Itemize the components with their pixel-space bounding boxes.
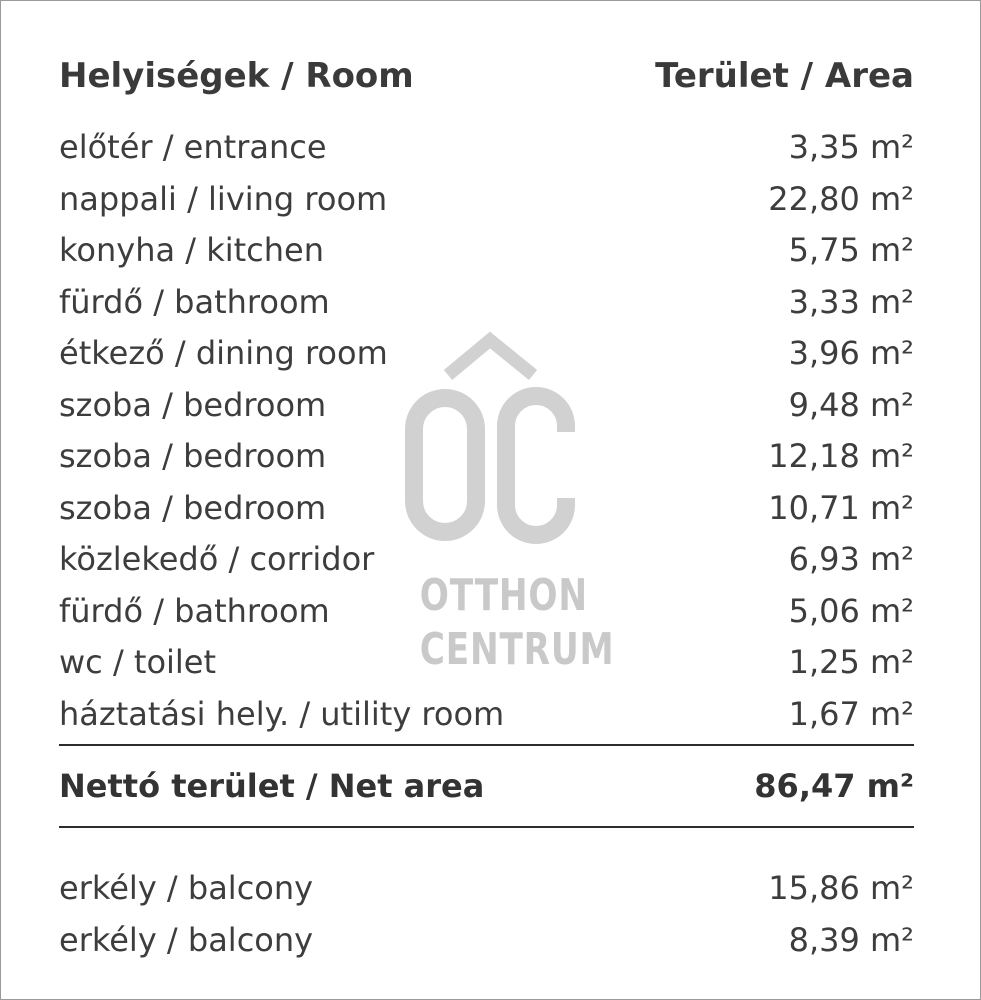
room-area: 1,67 m² [788, 694, 914, 733]
table-row [59, 122, 914, 174]
room-name: fürdő / bathroom [59, 282, 330, 321]
room-name: közlekedő / corridor [59, 540, 375, 578]
net-area-value: 86,47 m² [754, 767, 914, 805]
table-row [59, 863, 914, 915]
watermark-otthon: OTTHON [419, 570, 588, 621]
watermark-centrum: CENTRUM [419, 624, 615, 675]
room-area: 3,35 m² [788, 128, 914, 166]
balcony-area: 8,39 m² [788, 920, 914, 959]
table-row [59, 689, 914, 741]
room-area: 9,48 m² [788, 385, 914, 424]
room-name: étkező / dining room [59, 334, 388, 372]
balcony-area: 15,86 m² [768, 869, 914, 907]
room-area: 5,06 m² [788, 591, 914, 630]
table-row [59, 174, 914, 226]
room-name: szoba / bedroom [59, 437, 327, 475]
room-name: wc / toilet [59, 643, 217, 681]
room-name: szoba / bedroom [59, 385, 327, 424]
room-area: 5,75 m² [788, 231, 914, 269]
balcony-name: erkély / balcony [59, 920, 314, 959]
net-area-row [59, 746, 914, 826]
net-area-label: Nettó terület / Net area [59, 767, 485, 805]
room-name: nappali / living room [59, 179, 388, 218]
room-name: előtér / entrance [59, 128, 327, 166]
room-area: 1,25 m² [788, 643, 914, 681]
room-name: fürdő / bathroom [59, 591, 330, 630]
table-header [59, 52, 914, 100]
room-area: 3,33 m² [788, 282, 914, 321]
room-area: 22,80 m² [768, 179, 914, 218]
area-table [59, 52, 914, 966]
room-area: 10,71 m² [768, 488, 914, 527]
table-row [59, 225, 914, 277]
room-area: 3,96 m² [788, 334, 914, 372]
header-room: Helyiségek / Room [59, 56, 414, 96]
room-name: háztatási hely. / utility room [59, 694, 505, 733]
table-row [59, 277, 914, 329]
room-name: szoba / bedroom [59, 488, 327, 527]
table-row [59, 483, 914, 535]
balcony-name: erkély / balcony [59, 869, 314, 907]
room-name: konyha / kitchen [59, 231, 325, 269]
table-row [59, 431, 914, 483]
header-area: Terület / Area [655, 56, 914, 96]
balcony-list [59, 863, 914, 966]
table-row [59, 328, 914, 380]
table-row [59, 380, 914, 432]
room-area: 6,93 m² [788, 540, 914, 578]
room-area: 12,18 m² [768, 437, 914, 475]
table-row [59, 915, 914, 967]
